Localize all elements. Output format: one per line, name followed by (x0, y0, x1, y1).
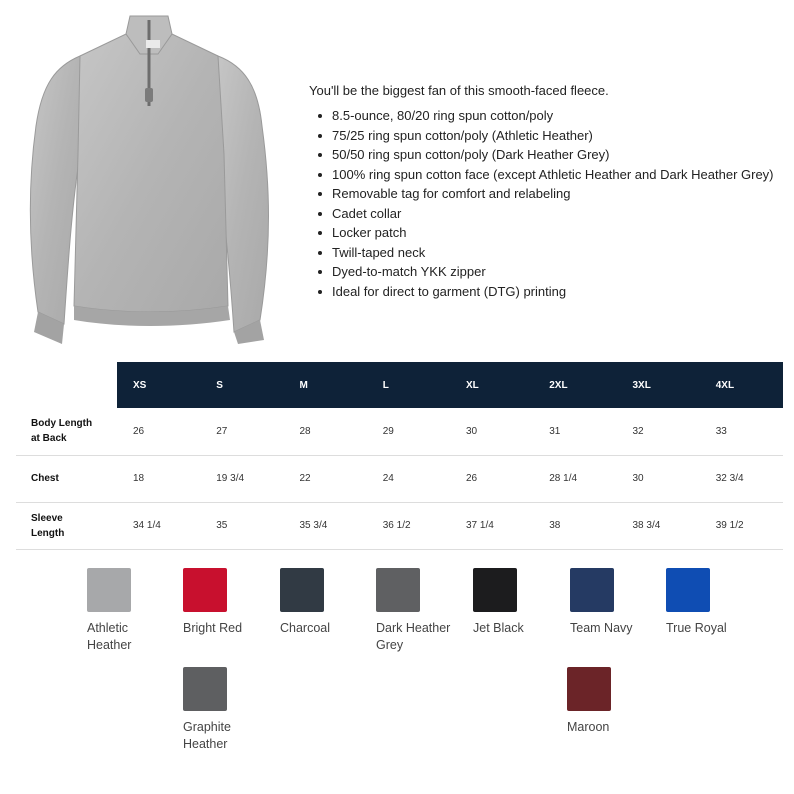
color-label-line: Bright Red (183, 621, 243, 635)
size-header-cell: 2XL (533, 362, 616, 408)
size-header-cell: 4XL (700, 362, 783, 408)
measurement-cell: 30 (450, 408, 533, 455)
color-label (570, 620, 650, 637)
row-label (16, 502, 117, 549)
feature-item: Dyed-to-match YKK zipper (309, 262, 789, 282)
description-intro: You'll be the biggest fan of this smooth-faced fleece. (309, 83, 609, 98)
color-label-line: Grey (376, 638, 404, 652)
measurement-cell: 28 (284, 408, 367, 455)
measurement-cell: 18 (117, 455, 200, 502)
feature-item: 8.5-ounce, 80/20 ring spun cotton/poly (309, 106, 789, 126)
color-swatch-graphite-heather[interactable] (183, 667, 263, 753)
feature-item: Twill-taped neck (309, 243, 789, 263)
measurement-cell: 37 1/4 (450, 502, 533, 549)
row-label-line: Sleeve (31, 512, 63, 524)
feature-item: 50/50 ring spun cotton/poly (Dark Heather Grey) (309, 145, 789, 165)
size-header-blank (16, 362, 117, 408)
product-image (18, 14, 280, 344)
color-label-line: Graphite (183, 720, 231, 734)
color-chip (87, 568, 131, 612)
color-chip (570, 568, 614, 612)
measurement-cell: 19 3/4 (200, 455, 283, 502)
color-swatch-team-navy[interactable] (570, 568, 650, 637)
size-header-cell: XL (450, 362, 533, 408)
color-label (376, 620, 476, 654)
measurement-cell: 36 1/2 (367, 502, 450, 549)
row-label-line: Body Length (31, 418, 93, 430)
size-header-cell: XS (117, 362, 200, 408)
color-label-line: Jet Black (473, 621, 524, 635)
color-chip (183, 568, 227, 612)
measurement-cell: 39 1/2 (700, 502, 783, 549)
size-chart (16, 362, 783, 550)
measurement-cell: 27 (200, 408, 283, 455)
measurement-cell: 31 (533, 408, 616, 455)
color-swatch-athletic-heather[interactable] (87, 568, 167, 654)
feature-list (309, 106, 789, 301)
feature-item: Locker patch (309, 223, 789, 243)
color-label (87, 620, 167, 654)
row-label (16, 408, 117, 455)
measurement-cell: 28 1/4 (533, 455, 616, 502)
table-row (16, 502, 783, 549)
measurement-cell: 32 (617, 408, 700, 455)
measurement-cell: 22 (284, 455, 367, 502)
measurement-cell: 38 (533, 502, 616, 549)
color-chip (376, 568, 420, 612)
row-label-line: Length (31, 527, 65, 539)
color-label-line: Dark Heather (376, 621, 451, 635)
measurement-cell: 35 3/4 (284, 502, 367, 549)
size-header-cell: S (200, 362, 283, 408)
color-chip (280, 568, 324, 612)
measurement-cell: 30 (617, 455, 700, 502)
color-label (567, 719, 647, 736)
color-label-line: Team Navy (570, 621, 633, 635)
color-label (183, 719, 263, 753)
measurement-cell: 29 (367, 408, 450, 455)
measurement-cell: 34 1/4 (117, 502, 200, 549)
color-swatch-true-royal[interactable] (666, 568, 746, 637)
measurement-cell: 32 3/4 (700, 455, 783, 502)
color-label-line: Charcoal (280, 621, 331, 635)
feature-item: Removable tag for comfort and relabeling (309, 184, 789, 204)
measurement-cell: 33 (700, 408, 783, 455)
color-label (280, 620, 360, 637)
size-header-row (16, 362, 783, 408)
color-label-line: True Royal (666, 621, 727, 635)
table-row (16, 455, 783, 502)
color-swatch-bright-red[interactable] (183, 568, 263, 637)
feature-item: Cadet collar (309, 204, 789, 224)
color-chip (473, 568, 517, 612)
color-chip (183, 667, 227, 711)
color-label-line: Maroon (567, 720, 610, 734)
row-label-line: Chest (31, 473, 59, 484)
color-swatch-charcoal[interactable] (280, 568, 360, 637)
measurement-cell: 26 (450, 455, 533, 502)
color-label-line: Athletic (87, 621, 128, 635)
size-header-cell: M (284, 362, 367, 408)
table-row (16, 408, 783, 455)
color-label (473, 620, 553, 637)
row-label (16, 455, 117, 502)
measurement-cell: 24 (367, 455, 450, 502)
color-swatch-maroon[interactable] (567, 667, 647, 736)
color-chip (567, 667, 611, 711)
row-label-line: at Back (31, 433, 67, 445)
measurement-cell: 38 3/4 (617, 502, 700, 549)
feature-item: Ideal for direct to garment (DTG) printing (309, 282, 789, 302)
size-header-cell: 3XL (617, 362, 700, 408)
feature-item: 100% ring spun cotton face (except Athletic Heather and Dark Heather Grey) (309, 165, 789, 185)
color-label-line: Heather (87, 638, 132, 652)
measurement-cell: 26 (117, 408, 200, 455)
color-chip (666, 568, 710, 612)
color-swatch-dark-heather-grey[interactable] (376, 568, 476, 654)
feature-item: 75/25 ring spun cotton/poly (Athletic Heather) (309, 126, 789, 146)
size-header-cell: L (367, 362, 450, 408)
color-label (183, 620, 263, 637)
color-swatch-jet-black[interactable] (473, 568, 553, 637)
measurement-cell: 35 (200, 502, 283, 549)
product-description (309, 82, 789, 301)
color-label (666, 620, 746, 637)
color-label-line: Heather (183, 737, 228, 751)
